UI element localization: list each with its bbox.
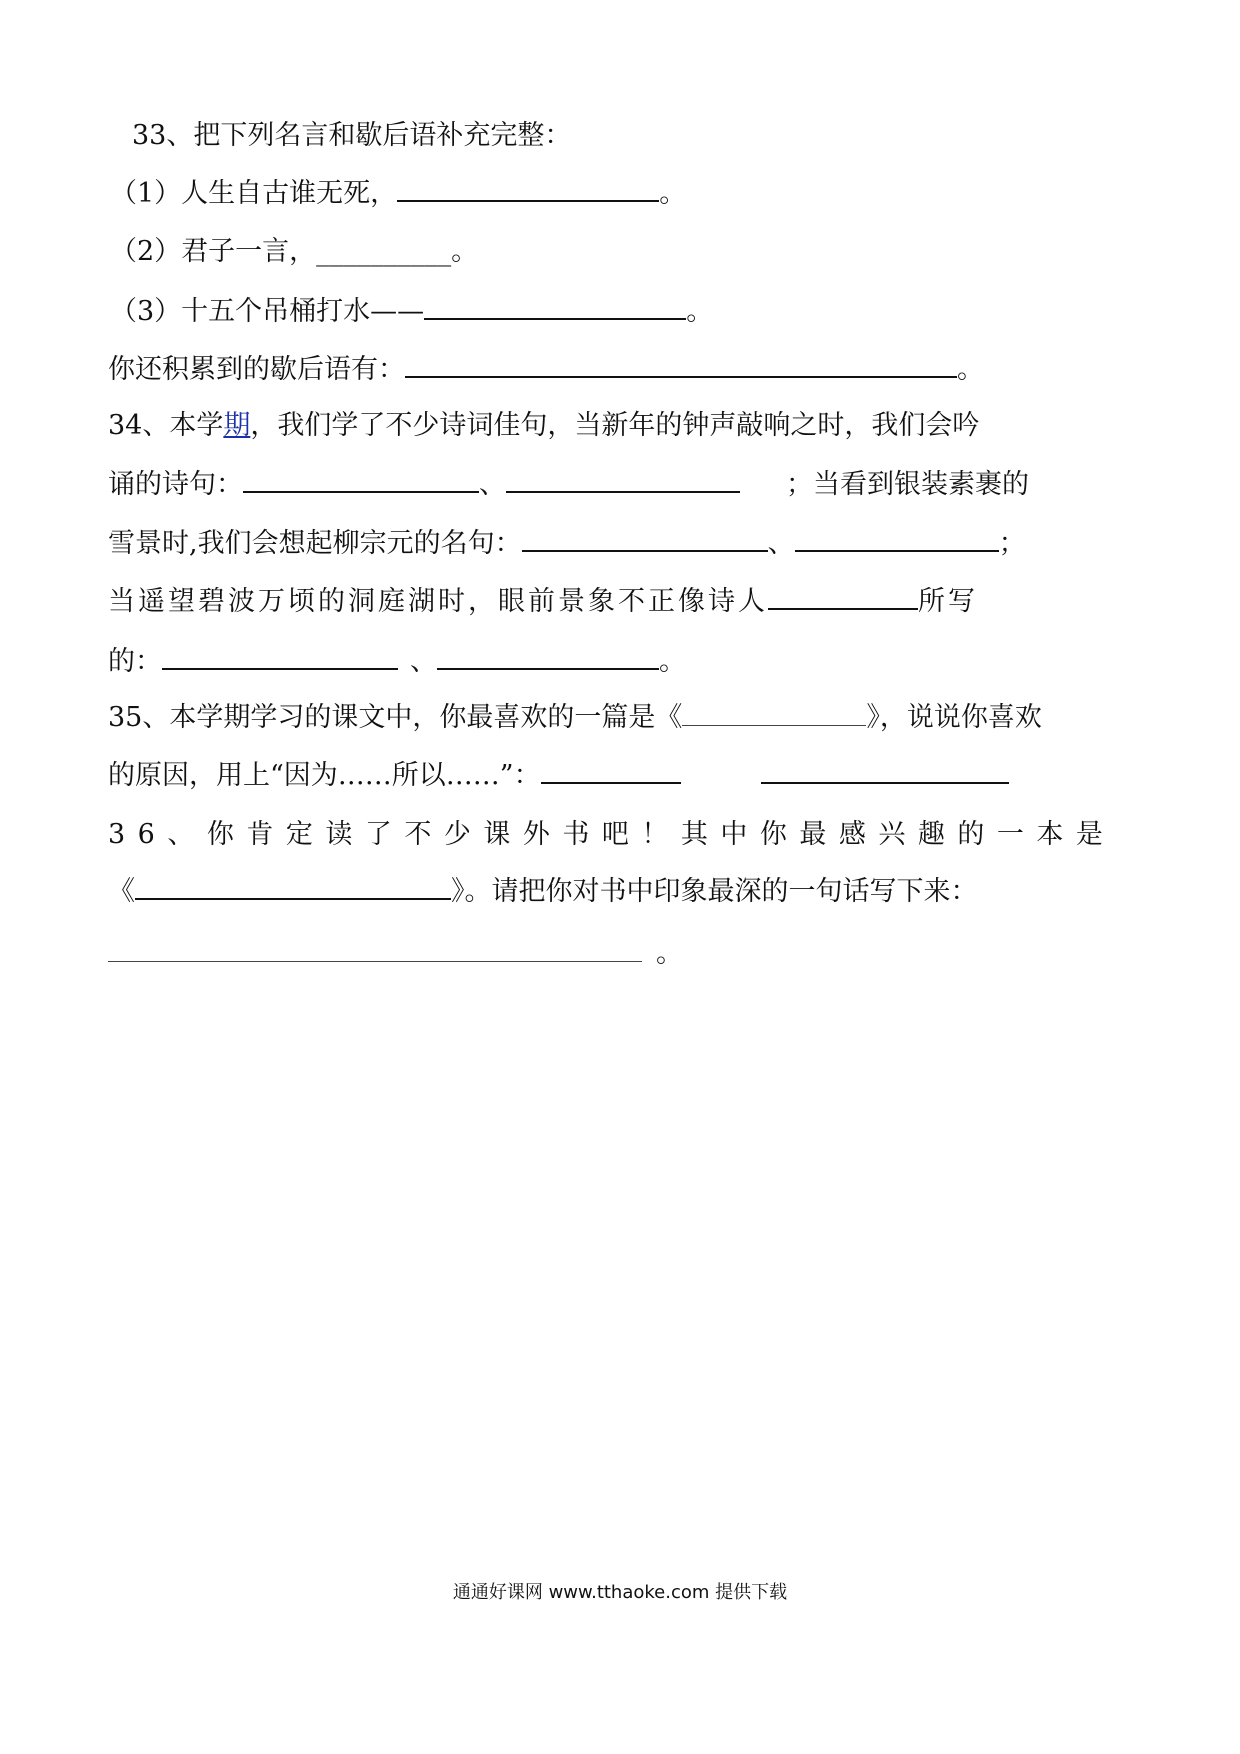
answer-blank[interactable] xyxy=(162,642,398,670)
answer-blank[interactable] xyxy=(424,292,686,320)
answer-blank[interactable] xyxy=(243,465,479,493)
q33-item-1: （1）人生自古谁无死， 。 xyxy=(110,174,686,214)
q33-title: 33、把下列名言和歇后语补充完整： xyxy=(132,120,572,151)
q34-line-2: 诵的诗句： 、 ；当看到银装素裹的 xyxy=(108,465,1029,505)
q33-item-2: （2）君子一言，__________。 xyxy=(110,236,479,267)
answer-blank[interactable] xyxy=(108,935,642,962)
answer-blank[interactable] xyxy=(397,174,659,202)
answer-blank[interactable] xyxy=(682,699,866,726)
answer-blank[interactable] xyxy=(761,756,1009,784)
q36-line-3: 。 xyxy=(108,934,683,974)
q34-line-4: 当遥望碧波万顷的洞庭湖时，眼前景象不正像诗人 所写 xyxy=(108,582,978,622)
answer-blank[interactable] xyxy=(437,642,659,670)
q36-line-1: 36、你肯定读了不少课外书吧！其中你最感兴趣的一本是 xyxy=(108,819,1116,850)
answer-blank[interactable] xyxy=(506,465,740,493)
answer-blank[interactable] xyxy=(795,524,999,552)
q34-line-1: 34、本学期，我们学了不少诗词佳句，当新年的钟声敲响之时，我们会吟 xyxy=(108,410,980,441)
term-link[interactable]: 期 xyxy=(223,410,251,441)
q34-line-5: 的： 、 。 xyxy=(108,642,686,682)
q35-line-1: 35、本学期学习的课文中，你最喜欢的一篇是《 》，说说你喜欢 xyxy=(108,698,1042,738)
answer-blank[interactable] xyxy=(768,582,918,610)
q35-line-2: 的原因，用上“因为……所以……”： xyxy=(108,756,1009,796)
q34-line-3: 雪景时,我们会想起柳宗元的名句： 、 ； xyxy=(108,524,1026,564)
q33-item-3: （3）十五个吊桶打水—— 。 xyxy=(110,292,713,332)
answer-blank[interactable] xyxy=(135,872,451,900)
footer-credit: 通通好课网 www.tthaoke.com 提供下载 xyxy=(452,1582,788,1603)
answer-blank[interactable] xyxy=(541,756,681,784)
q36-line-2: 《 》。请把你对书中印象最深的一句话写下来： xyxy=(108,872,978,912)
q33-extra: 你还积累到的歇后语有： 。 xyxy=(108,350,984,390)
answer-blank[interactable] xyxy=(405,350,957,378)
answer-blank[interactable] xyxy=(522,524,768,552)
